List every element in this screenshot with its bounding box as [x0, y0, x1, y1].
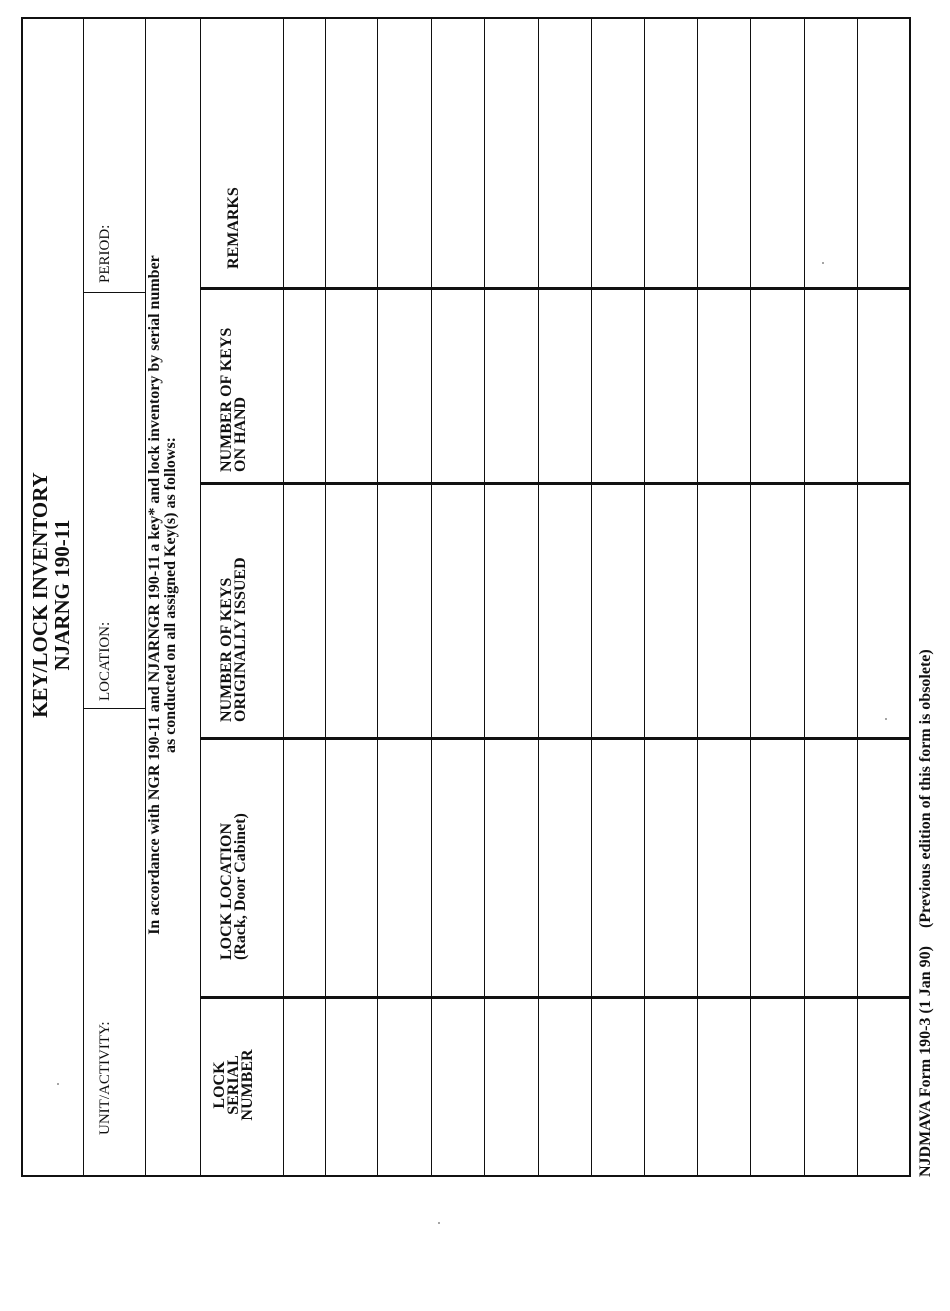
title-block: [29, 15, 73, 1175]
statement-divider: [200, 19, 201, 1175]
unit-activity-label: UNIT/ACTIVITY:: [97, 1021, 113, 1135]
row-line: [484, 19, 485, 1175]
rotated-form-page: [21, 17, 934, 1177]
col-lock-serial-line-3: NUMBER: [239, 1049, 256, 1121]
location-label: LOCATION:: [97, 621, 113, 701]
col-keys-issued-header: [220, 557, 248, 722]
col-lock-location-line-2: (Rack, Door Cabinet): [232, 813, 249, 960]
row-line: [857, 19, 858, 1175]
col-keys-on-hand-line-2: ON HAND: [232, 396, 249, 472]
column-divider: [200, 737, 909, 740]
title-divider: [83, 19, 84, 1175]
location-period-divider: [83, 292, 145, 293]
scan-speck: [885, 718, 887, 720]
row-line: [750, 19, 751, 1175]
col-lock-serial-line-2: SERIAL: [225, 1055, 242, 1115]
form-title: KEY/LOCK INVENTORY: [28, 472, 52, 718]
scan-speck: [822, 262, 824, 264]
statement-line-1: In accordance with NGR 190-11 and NJARNGR 190-11 a key* and lock inventory by serial number: [146, 255, 163, 935]
statement-line-2: as conducted on all assigned Key(s) as follows:: [162, 436, 179, 754]
column-divider: [200, 287, 909, 290]
col-keys-issued-line-1: NUMBER OF KEYS: [218, 577, 235, 722]
row-line: [804, 19, 805, 1175]
header-row-divider: [283, 19, 284, 1175]
row-line: [644, 19, 645, 1175]
col-lock-serial-header: [213, 1000, 255, 1170]
scan-speck: [57, 1083, 59, 1085]
row-line: [325, 19, 326, 1175]
col-remarks-header: REMARKS: [225, 187, 242, 269]
form-id: NJDMAVA Form 190-3 (1 Jan 90): [917, 946, 934, 1177]
col-keys-on-hand-line-1: NUMBER OF KEYS: [218, 327, 235, 472]
col-lock-location-line-1: LOCK LOCATION: [218, 822, 235, 960]
unit-location-divider: [83, 708, 145, 709]
row-line: [538, 19, 539, 1175]
row-line: [431, 19, 432, 1175]
form-frame: [21, 17, 911, 1177]
col-lock-location-header: [220, 813, 248, 960]
row-line: [697, 19, 698, 1175]
column-divider: [200, 996, 909, 999]
row-line: [377, 19, 378, 1175]
statement-band: [145, 19, 200, 1175]
period-label: PERIOD:: [97, 224, 113, 283]
form-footer: [917, 635, 935, 1177]
form-subtitle: NJARNG 190-11: [50, 519, 74, 671]
scan-speck: [438, 1222, 440, 1224]
statement: [147, 15, 179, 1175]
obsolete-note: (Previous edition of this form is obsolete): [917, 649, 934, 929]
col-keys-issued-line-2: ORIGINALLY ISSUED: [232, 557, 249, 722]
column-divider: [200, 482, 909, 485]
row-line: [591, 19, 592, 1175]
col-lock-serial-line-1: LOCK: [211, 1061, 228, 1109]
col-keys-on-hand-header: [220, 328, 248, 472]
